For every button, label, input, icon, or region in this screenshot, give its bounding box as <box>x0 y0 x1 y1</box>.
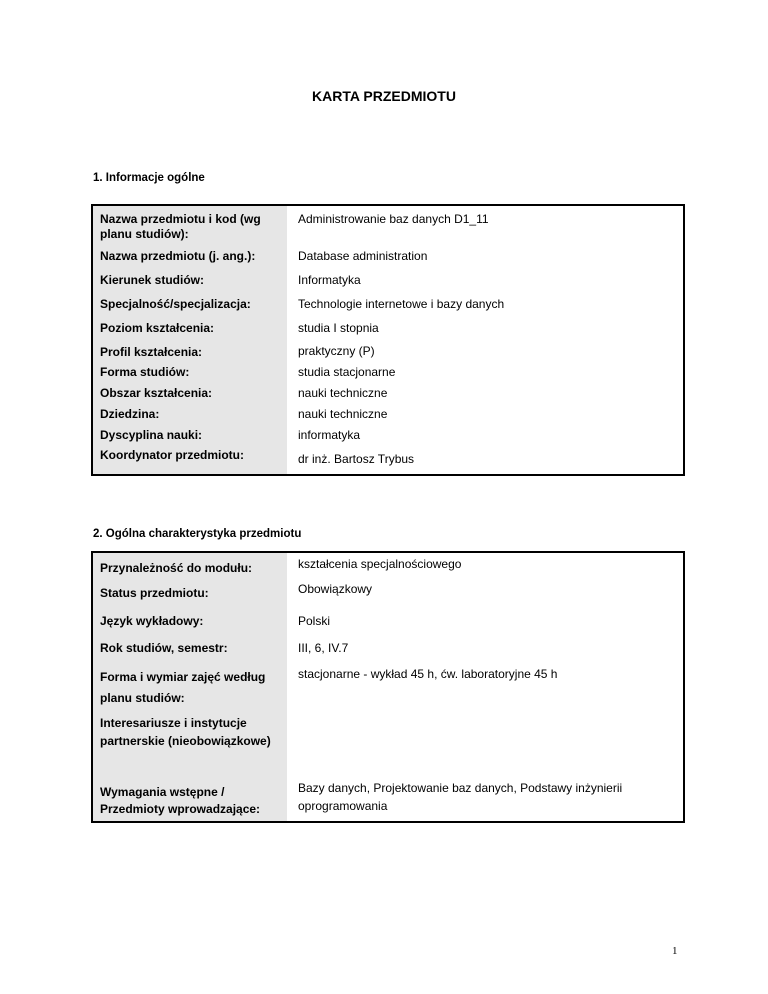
row-label: Język wykładowy: <box>92 609 287 635</box>
table-row <box>92 362 684 383</box>
row-value: Database administration <box>298 249 428 263</box>
row-value: dr inż. Bartosz Trybus <box>298 452 415 466</box>
table-row <box>92 709 684 772</box>
page-number: 1 <box>672 945 678 957</box>
table-row <box>92 552 684 578</box>
row-value: nauki techniczne <box>298 386 388 400</box>
general-info-table <box>91 204 685 476</box>
table-row <box>92 609 684 635</box>
table-row <box>92 383 684 404</box>
table-row <box>92 245 684 269</box>
row-label: Koordynator przedmiotu: <box>92 446 287 475</box>
row-label: Profil kształcenia: <box>92 341 287 362</box>
row-value: studia I stopnia <box>298 321 379 335</box>
row-label: Wymagania wstępne / Przedmioty wprowadzające: <box>92 772 287 822</box>
section-2-heading: 2. Ogólna charakterystyka przedmiotu <box>93 528 302 540</box>
row-value: III, 6, IV.7 <box>298 641 349 655</box>
row-value: Bazy danych, Projektowanie baz danych, Podstawy inżynierii oprogramowania <box>298 781 623 813</box>
row-value: studia stacjonarne <box>298 365 396 379</box>
row-value: informatyka <box>298 428 361 442</box>
table-row <box>92 269 684 293</box>
row-label: Forma studiów: <box>92 362 287 383</box>
table-row <box>92 317 684 341</box>
table-row <box>92 662 684 709</box>
table-row <box>92 205 684 245</box>
characteristics-table <box>91 551 685 823</box>
table-row <box>92 425 684 446</box>
section-1-heading: 1. Informacje ogólne <box>93 172 205 184</box>
row-value: Informatyka <box>298 273 361 287</box>
row-value: Administrowanie baz danych D1_11 <box>298 212 489 226</box>
row-label: Poziom kształcenia: <box>92 317 287 341</box>
row-value: Technologie internetowe i bazy danych <box>298 297 505 311</box>
row-label: Forma i wymiar zajęć według planu studiów: <box>92 662 287 709</box>
document-title: KARTA PRZEDMIOTU <box>312 88 456 104</box>
row-label: Status przedmiotu: <box>92 578 287 609</box>
table-row <box>92 635 684 662</box>
row-value <box>287 709 684 772</box>
row-label: Nazwa przedmiotu i kod (wg planu studiów): <box>92 205 287 245</box>
row-value: Polski <box>298 614 331 628</box>
table-row <box>92 578 684 609</box>
row-label: Dziedzina: <box>92 404 287 425</box>
row-label: Kierunek studiów: <box>92 269 287 293</box>
row-label: Rok studiów, semestr: <box>92 635 287 662</box>
row-label: Dyscyplina nauki: <box>92 425 287 446</box>
row-value: stacjonarne - wykład 45 h, ćw. laboratoryjne 45 h <box>298 667 558 681</box>
row-value: praktyczny (P) <box>298 344 375 358</box>
row-value: nauki techniczne <box>298 407 388 421</box>
table-row <box>92 446 684 475</box>
row-label: Przynależność do modułu: <box>92 552 287 578</box>
row-label: Obszar kształcenia: <box>92 383 287 404</box>
table-row <box>92 772 684 822</box>
row-value: kształcenia specjalnościowego <box>298 557 462 571</box>
table-row <box>92 341 684 362</box>
table-row <box>92 404 684 425</box>
row-value: Obowiązkowy <box>298 582 373 596</box>
table-row <box>92 293 684 317</box>
row-label: Nazwa przedmiotu (j. ang.): <box>92 245 287 269</box>
row-label: Interesariusze i instytucje partnerskie (nieobowiązkowe) <box>92 709 287 772</box>
row-label: Specjalność/specjalizacja: <box>92 293 287 317</box>
